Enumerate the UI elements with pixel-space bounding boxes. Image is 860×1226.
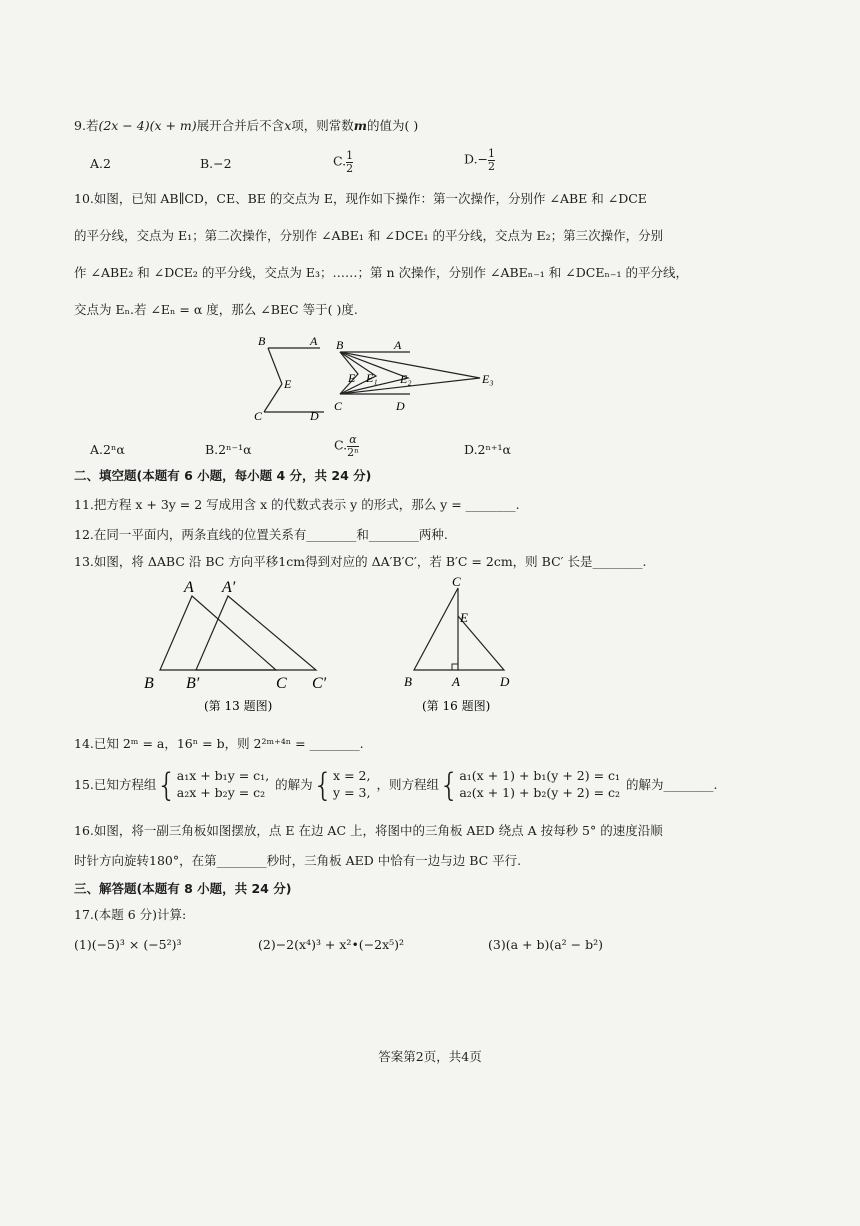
q9-x: x: [284, 118, 292, 133]
q9-d-label: D.−: [464, 151, 489, 167]
question-11: 11.把方程 x + 3y = 2 写成用含 x 的代数式表示 y 的形式，那么 y = ________.: [74, 497, 520, 512]
q16-line-1: 16.如图，将一副三角板如图摆放，点 E 在边 AC 上，将图中的三角板 AED 绕点 A 按每秒 5° 的速度沿顺: [74, 823, 663, 838]
q15-post: 的解为________.: [626, 777, 718, 793]
q9-text: 若: [85, 118, 99, 133]
q9-option-c: [333, 150, 353, 174]
fig2-label-b: B: [336, 338, 344, 352]
q9-d-den: 2: [488, 159, 496, 173]
q10-line-4: 交点为 Eₙ.若 ∠Eₙ = α 度，那么 ∠BEC 等于( )度.: [74, 302, 358, 317]
q17-part-2: (2)−2(x⁴)³ + x²•(−2x⁵)²: [258, 937, 405, 952]
q15-system-1: [177, 768, 269, 802]
q9-option-a: A.2: [90, 156, 111, 171]
fig16-label-d: D: [500, 674, 510, 689]
q10-option-b: B.2ⁿ⁻¹α: [205, 442, 252, 457]
q10-line-2: 的平分线，交点为 E₁；第二次操作，分别作 ∠ABE₁ 和 ∠DCE₁ 的平分线，交点为 E₂；第三次操作，分别: [74, 228, 664, 243]
fig16-label-b: B: [404, 674, 412, 689]
q9-c-num: 1: [346, 149, 354, 162]
fig1-label-d: D: [310, 409, 319, 422]
q10-line-3: 作 ∠ABE₂ 和 ∠DCE₂ 的平分线，交点为 E₃；……；第 n 次操作，分别作 ∠ABEₙ₋₁ 和 ∠DCEₙ₋₁ 的平分线，: [74, 265, 688, 280]
q9-text-4: 的值为( ): [367, 118, 419, 133]
q10-c-fraction: [347, 434, 359, 458]
figure-16-svg: [400, 576, 530, 716]
fig2-label-c: C: [334, 399, 343, 413]
page-footer: 答案第2页，共4页: [378, 1049, 482, 1064]
q9-c-label: C.: [333, 153, 347, 169]
q15-eq1: a₁x + b₁y = c₁,: [176, 768, 270, 783]
q17-part-3: (3)(a + b)(a² − b²): [488, 937, 603, 952]
q10-figure-2-svg: [330, 332, 510, 422]
fig2-label-e1: E₁: [366, 371, 378, 385]
q15-system-2: [459, 768, 620, 802]
q9-c-fraction: [346, 150, 353, 174]
section-2-heading: 二、填空题(本题有 6 小题，每小题 4 分，共 24 分): [74, 468, 372, 483]
fig1-label-c: C: [254, 409, 263, 422]
q10-c-den: 2ⁿ: [347, 445, 359, 459]
fig13-label-c-prime: C′: [312, 675, 327, 692]
question-9: [74, 118, 418, 133]
q9-d-fraction: [488, 148, 495, 172]
fig1-label-e: E: [284, 377, 292, 391]
q9-c-den: 2: [346, 161, 354, 175]
q10-c-num: α: [349, 433, 357, 446]
fig2-label-e: E: [348, 371, 356, 385]
fig16-label-c: C: [452, 576, 461, 589]
q15-eq3: a₁(x + 1) + b₁(y + 2) = c₁: [459, 768, 621, 783]
q15-s1: x = 2,: [333, 768, 371, 783]
q9-option-b: B.−2: [200, 156, 232, 171]
q10-option-a: A.2ⁿα: [90, 442, 125, 457]
q10-option-c: [334, 434, 359, 458]
q17-heading: 17.(本题 6 分)计算:: [74, 907, 187, 922]
section-3-heading: 三、解答题(本题有 8 小题，共 24 分): [74, 881, 292, 896]
fig2-label-e3: E₃: [482, 372, 494, 386]
question-14: 14.已知 2ᵐ = a，16ⁿ = b，则 2²ᵐ⁺⁴ⁿ = ________.: [74, 736, 364, 751]
q15-s2: y = 3,: [333, 784, 371, 800]
q9-number: 9.: [74, 118, 86, 133]
fig13-caption: (第 13 题图): [204, 699, 273, 713]
q15-solution: [333, 768, 370, 802]
q9-d-num: 1: [488, 147, 496, 160]
q15-mid2: ，则方程组: [376, 777, 439, 793]
question-15: 15.已知方程组 { a₁x + b₁y = c₁, a₂x + b₂y = c₂ 的解为 { x = 2, y = 3, ，则方程组 { a₁(x + 1) + b₁(y + 2) = c₁ a₂(x + 1) + b₂(y + 2) = c₂ 的解为________.: [74, 765, 718, 804]
fig13-label-b-prime: B′: [186, 675, 200, 692]
fig1-label-b: B: [258, 334, 266, 348]
q10-c-label: C.: [334, 437, 348, 453]
q9-text-2: 展开合并后不含: [196, 118, 285, 133]
q9-option-d: [464, 148, 495, 172]
fig16-caption: (第 16 题图): [422, 699, 491, 713]
fig16-label-a: A: [452, 674, 460, 689]
fig13-label-a-prime: A′: [222, 579, 236, 596]
fig2-label-e2: E₂: [400, 372, 412, 386]
fig1-label-a: A: [310, 334, 318, 348]
fig2-label-a: A: [394, 338, 402, 352]
figure-13-svg: [140, 576, 350, 716]
q15-pre: 15.已知方程组: [74, 777, 157, 793]
fig16-label-e: E: [460, 610, 468, 625]
question-13: 13.如图，将 ΔABC 沿 BC 方向平移1cm得到对应的 ΔA′B′C′，若 B′C = 2cm，则 BC′ 长是________.: [74, 554, 647, 569]
fig13-label-b: B: [144, 675, 154, 692]
q15-eq2: a₂x + b₂y = c₂: [176, 784, 266, 800]
fig13-label-c: C: [276, 675, 287, 692]
fig13-label-a: A: [184, 579, 194, 596]
fig2-label-d: D: [396, 399, 405, 413]
q15-mid: 的解为: [275, 777, 313, 793]
q9-text-3: 项，则常数: [291, 118, 354, 133]
q16-line-2: 时针方向旋转180°，在第________秒时，三角板 AED 中恰有一边与边 BC 平行.: [74, 853, 522, 868]
q9-m: m: [353, 118, 367, 133]
q10-line-1: 10.如图，已知 AB∥CD，CE、BE 的交点为 E，现作如下操作：第一次操作，分别作 ∠ABE 和 ∠DCE: [74, 191, 647, 206]
q9-expression: (2x − 4)(x + m): [98, 118, 197, 133]
question-12: 12.在同一平面内，两条直线的位置关系有________和________两种.: [74, 527, 448, 542]
q17-part-1: (1)(−5)³ × (−5²)³: [74, 937, 182, 952]
q10-option-d: D.2ⁿ⁺¹α: [464, 442, 511, 457]
q15-eq4: a₂(x + 1) + b₂(y + 2) = c₂: [459, 784, 621, 800]
